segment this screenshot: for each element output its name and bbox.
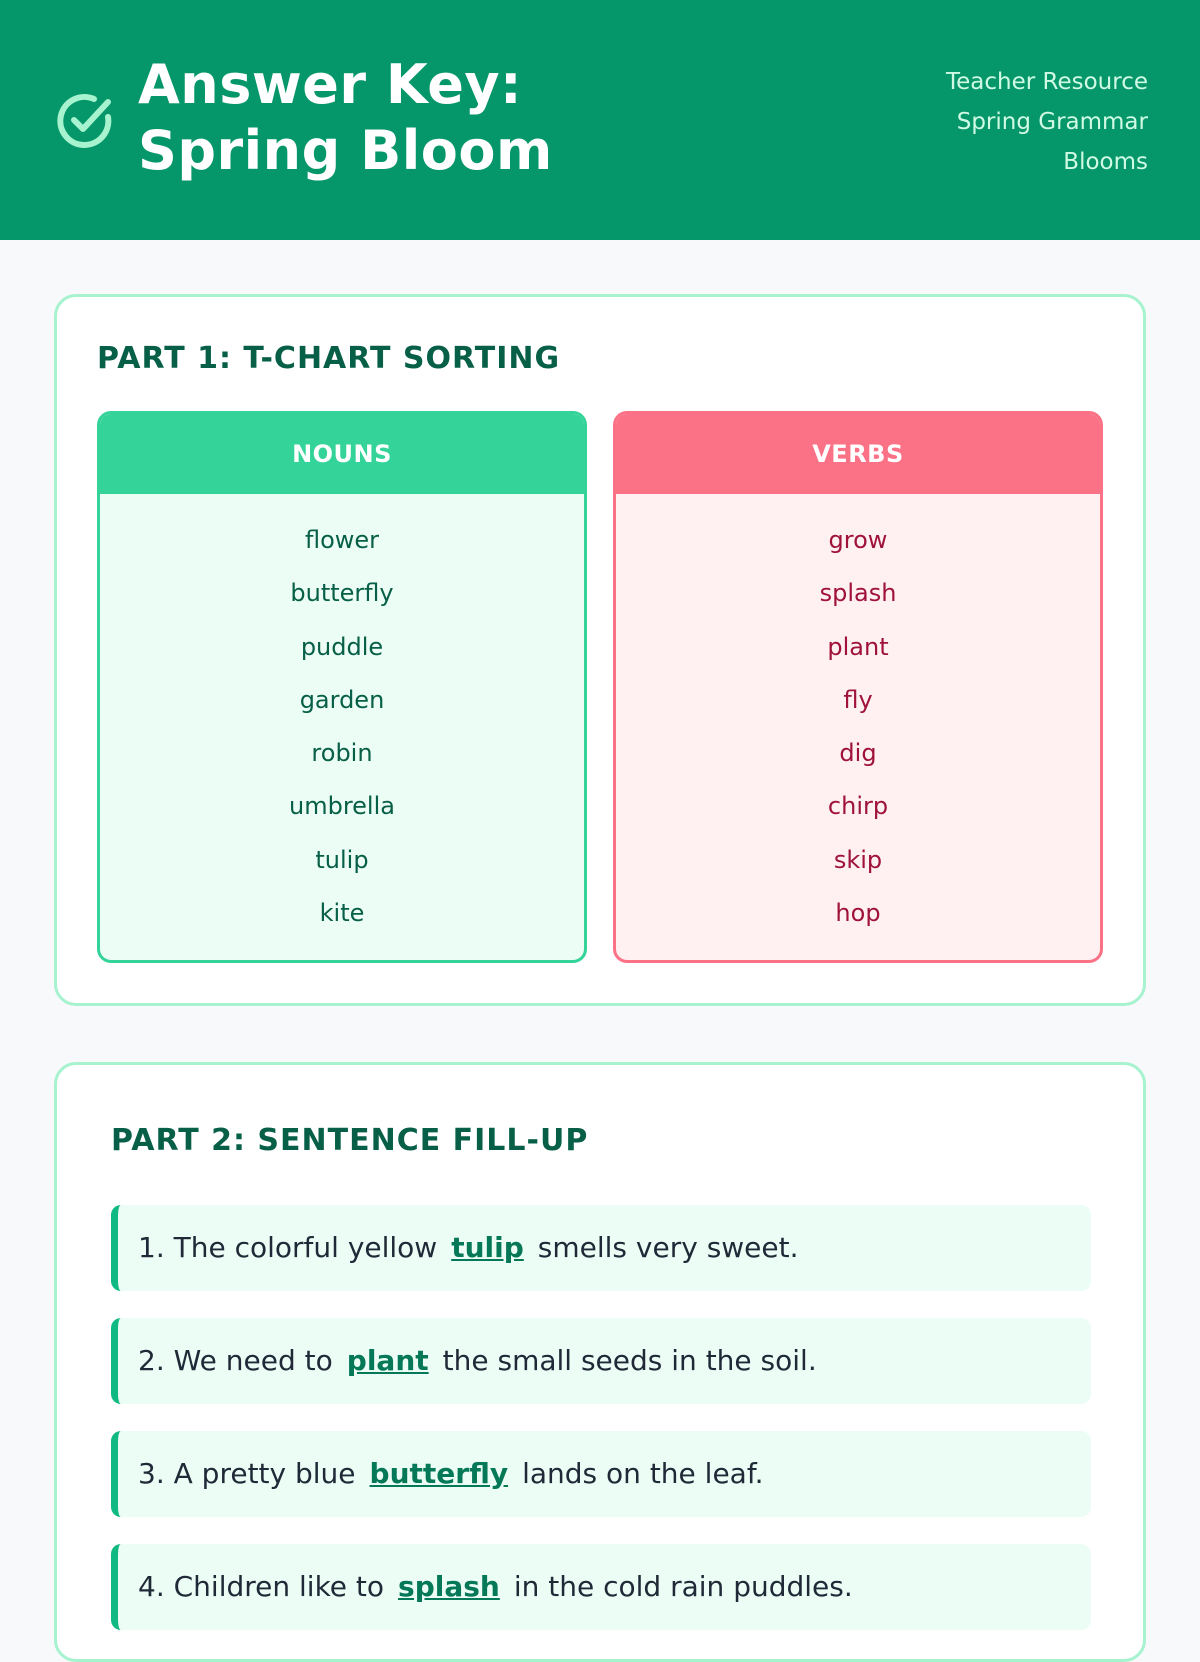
sentence-start: 2. We need to [138,1344,333,1377]
noun-item: tulip [315,845,369,874]
sentence-start: 1. The colorful yellow [138,1231,438,1264]
verb-item: skip [833,845,883,874]
noun-item: garden [299,685,385,714]
part2-title: PART 2: SENTENCE FILL-UP [111,1123,589,1158]
verb-item: fly [843,685,873,714]
answer-word: butterfly [369,1457,509,1490]
page-header [0,0,1200,240]
part2-card [54,1062,1146,1662]
nouns-column [97,411,587,963]
meta-line: Blooms [1063,149,1148,175]
sentence-item [111,1205,1091,1291]
verb-item: grow [828,526,888,554]
part1-card [54,294,1146,1006]
meta-line: Spring Grammar [956,109,1148,135]
sentence-list [111,1205,1091,1657]
verbs-column [613,411,1103,963]
answer-word: plant [346,1344,429,1377]
sentence-start: 4. Children like to [138,1570,385,1603]
sentence-end: smells very sweet. [537,1231,799,1264]
answer-word: tulip [451,1231,524,1264]
header-meta [888,62,1148,182]
answer-word: splash [398,1570,500,1603]
sentence-end: the small seeds in the soil. [442,1344,817,1377]
noun-item: puddle [300,632,384,661]
meta-line: Teacher Resource [945,69,1148,95]
sentence-item [111,1318,1091,1404]
noun-item: kite [319,899,365,928]
page-title: Answer Key: Spring Bloom [138,53,553,182]
sentence-start: 3. A pretty blue [138,1457,356,1490]
noun-item: butterfly [290,579,394,608]
noun-item: robin [311,739,373,768]
noun-item: flower [304,526,380,554]
sentence-end: lands on the leaf. [522,1457,764,1490]
verb-item: splash [819,579,897,608]
nouns-heading: NOUNS [100,414,584,494]
verb-item: hop [835,899,881,928]
verb-item: plant [827,632,889,661]
part1-title: PART 1: T-CHART SORTING [97,341,561,376]
noun-item: umbrella [289,792,395,821]
sentence-end: in the cold rain puddles. [513,1570,853,1603]
verb-item: chirp [827,792,889,821]
check-circle-icon [52,88,118,154]
verbs-heading: VERBS [616,414,1100,494]
sentence-item [111,1544,1091,1630]
verbs-list [616,494,1100,940]
nouns-list [100,494,584,940]
verb-item: dig [839,739,877,768]
sentence-item [111,1431,1091,1517]
